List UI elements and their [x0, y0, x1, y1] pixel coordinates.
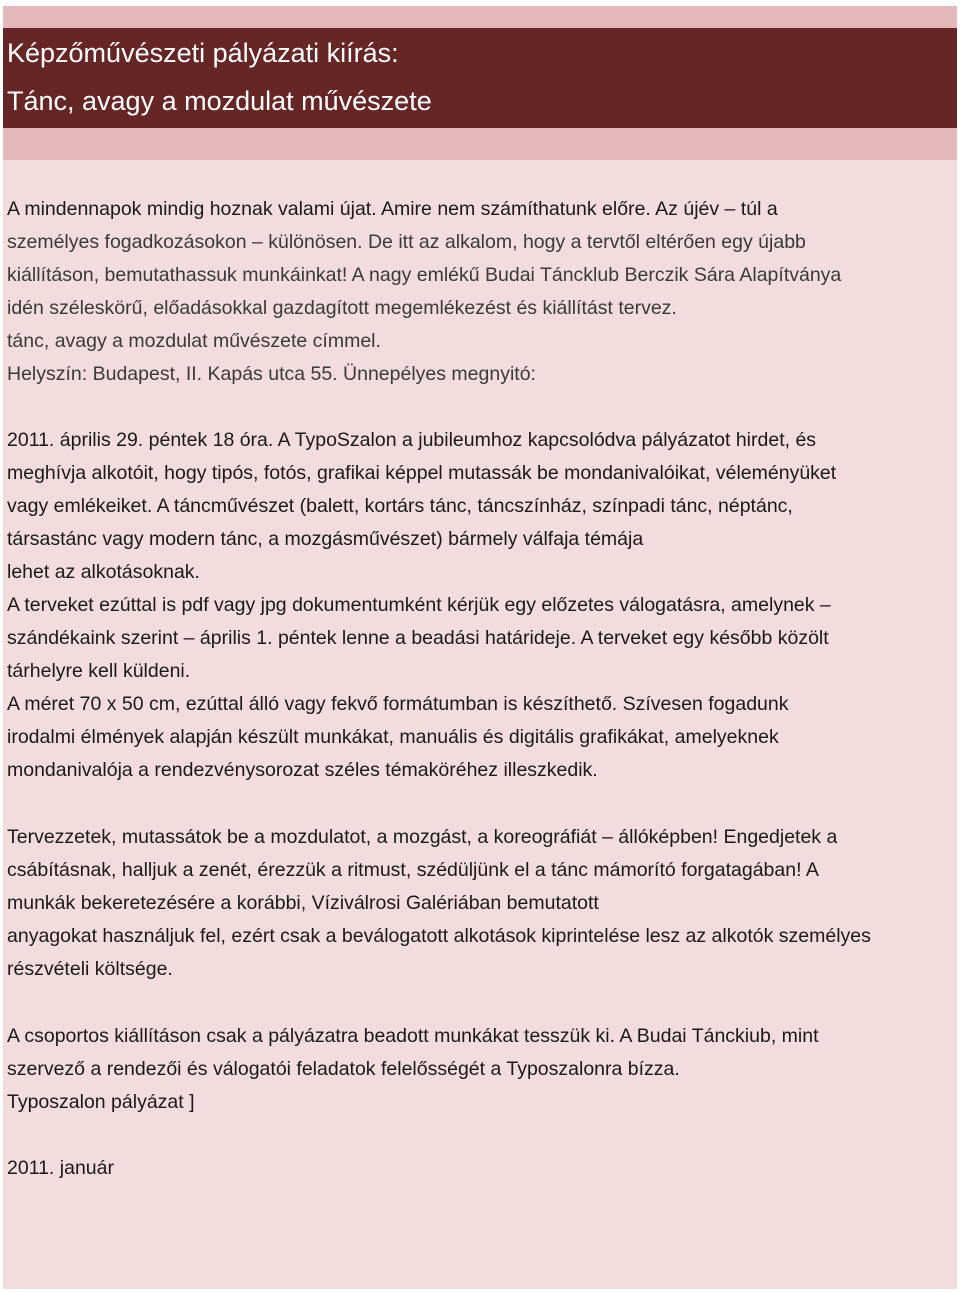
- body-line: társastánc vagy modern tánc, a mozgásművészet) bármely válfaja témája: [7, 528, 644, 550]
- body-line: tárhelyre kell küldeni.: [7, 660, 191, 682]
- body-line: anyagokat használjuk fel, ezért csak a beválogatott alkotások kiprintelése lesz az alkotók személyes: [7, 925, 871, 947]
- title-banner: [3, 28, 957, 128]
- body-line: szervező a rendezői és válogatói feladatok felelősségét a Typoszalonra bízza.: [7, 1058, 680, 1080]
- body-line: A méret 70 x 50 cm, ezúttal álló vagy fekvő formátumban is készíthető. Szívesen fogadunk: [7, 693, 789, 715]
- top-strip: [3, 6, 957, 28]
- body-line: 2011. április 29. péntek 18 óra. A TypoSzalon a jubileumhoz kapcsolódva pályázatot hirdet, és: [7, 429, 817, 451]
- title-line-2: Tánc, avagy a mozdulat művészete: [7, 86, 432, 116]
- body-line: csábításnak, halljuk a zenét, érezzük a ritmust, szédüljünk el a tánc mámorító forgatagában! A: [7, 859, 819, 881]
- body-line: A terveket ezúttal is pdf vagy jpg dokumentumként kérjük egy előzetes válogatásra, amelynek –: [7, 594, 831, 616]
- body-line: részvételi költsége.: [7, 958, 173, 980]
- body-line: Tervezzetek, mutassátok be a mozdulatot, a mozgást, a koreográfiát – állóképben! Engedjetek a: [7, 826, 838, 848]
- body-line: A mindennapok mindig hoznak valami újat. Amire nem számíthatunk előre. Az újév – túl a: [7, 198, 778, 220]
- header-sub-strip: [3, 128, 957, 160]
- body-line: tánc, avagy a mozdulat művészete címmel.: [7, 330, 381, 352]
- date-line: 2011. január: [7, 1157, 114, 1179]
- body-line: munkák bekeretezésére a korábbi, Víziválrosi Galériában bemutatott: [7, 892, 599, 914]
- body-line: irodalmi élmények alapján készült munkákat, manuális és digitális grafikákat, amelyeknek: [7, 726, 779, 748]
- body-line: személyes fogadkozásokon – különösen. De itt az alkalom, hogy a tervtől eltérően egy újabb: [7, 231, 806, 253]
- body-line: Helyszín: Budapest, II. Kapás utca 55. Ünnepélyes megnyitó:: [7, 363, 536, 385]
- body-line: meghívja alkotóit, hogy tipós, fotós, grafikai képpel mutassák be mondanivalóikat, véleményüket: [7, 462, 837, 484]
- body-line: szándékaink szerint – április 1. péntek lenne a beadási határideje. A terveket egy később közölt: [7, 627, 829, 649]
- document-page: [3, 6, 957, 1289]
- body-line: lehet az alkotásoknak.: [7, 561, 200, 583]
- body-line: vagy emlékeiket. A táncművészet (balett, kortárs tánc, táncszínház, színpadi tánc, néptánc,: [7, 495, 793, 517]
- body-line: idén széleskörű, előadásokkal gazdagított megemlékezést és kiállítást tervez.: [7, 297, 677, 319]
- body-line: A csoportos kiállításon csak a pályázatra beadott munkákat tesszük ki. A Budai Tánckiub, mint: [7, 1025, 819, 1047]
- body-line: kiállításon, bemutathassuk munkáinkat! A nagy emlékű Budai Táncklub Berczik Sára Alapítványa: [7, 264, 842, 286]
- title-line-1: Képzőművészeti pályázati kiírás:: [7, 38, 399, 68]
- body-line: mondanivalója a rendezvénysorozat széles témaköréhez illeszkedik.: [7, 759, 598, 781]
- body-line: Typoszalon pályázat ]: [7, 1091, 195, 1113]
